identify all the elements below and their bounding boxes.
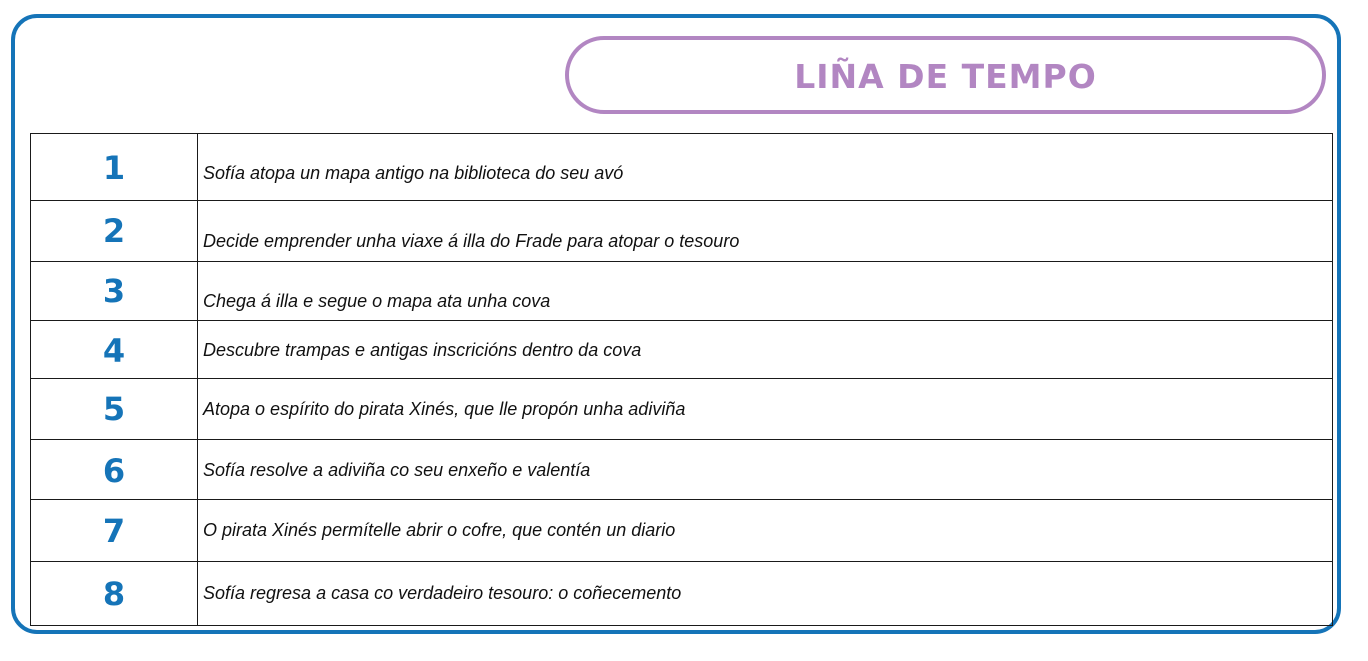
event-text: Descubre trampas e antigas inscricións dentro da cova bbox=[203, 340, 642, 360]
step-number: 5 bbox=[102, 390, 126, 428]
event-text: Sofía atopa un mapa antigo na biblioteca do seu avó bbox=[203, 163, 624, 183]
title-banner bbox=[565, 36, 1326, 114]
event-cell bbox=[198, 500, 1333, 562]
step-number: 7 bbox=[102, 512, 126, 550]
event-cell bbox=[198, 440, 1333, 500]
timeline-row bbox=[31, 321, 1333, 379]
timeline-row bbox=[31, 262, 1333, 321]
step-number: 4 bbox=[102, 332, 126, 370]
page-title: LIÑA DE TEMPO bbox=[794, 56, 1097, 96]
step-number: 1 bbox=[102, 149, 126, 187]
event-text: Sofía resolve a adiviña co seu enxeño e valentía bbox=[203, 460, 591, 480]
step-number-cell bbox=[31, 134, 198, 201]
event-text: Atopa o espírito do pirata Xinés, que lle propón unha adiviña bbox=[203, 399, 686, 419]
timeline-row bbox=[31, 134, 1333, 201]
timeline-row bbox=[31, 440, 1333, 500]
event-cell bbox=[198, 262, 1333, 321]
step-number-cell bbox=[31, 500, 198, 562]
event-cell bbox=[198, 562, 1333, 626]
event-cell bbox=[198, 134, 1333, 201]
event-cell bbox=[198, 379, 1333, 440]
timeline-table bbox=[30, 133, 1333, 626]
event-text: O pirata Xinés permítelle abrir o cofre, que contén un diario bbox=[203, 520, 676, 540]
step-number-cell bbox=[31, 562, 198, 626]
timeline-row bbox=[31, 379, 1333, 440]
event-cell bbox=[198, 321, 1333, 379]
step-number: 2 bbox=[102, 212, 126, 250]
event-cell bbox=[198, 201, 1333, 262]
timeline-row bbox=[31, 500, 1333, 562]
step-number: 6 bbox=[102, 452, 126, 490]
event-text: Decide emprender unha viaxe á illa do Frade para atopar o tesouro bbox=[203, 231, 740, 251]
step-number-cell bbox=[31, 321, 198, 379]
step-number-cell bbox=[31, 379, 198, 440]
event-text: Sofía regresa a casa co verdadeiro tesouro: o coñecemento bbox=[203, 583, 682, 603]
timeline-row bbox=[31, 562, 1333, 626]
event-text: Chega á illa e segue o mapa ata unha cova bbox=[203, 291, 551, 311]
step-number-cell bbox=[31, 201, 198, 262]
step-number: 3 bbox=[102, 272, 126, 310]
timeline-row bbox=[31, 201, 1333, 262]
step-number: 8 bbox=[102, 575, 126, 613]
step-number-cell bbox=[31, 440, 198, 500]
step-number-cell bbox=[31, 262, 198, 321]
